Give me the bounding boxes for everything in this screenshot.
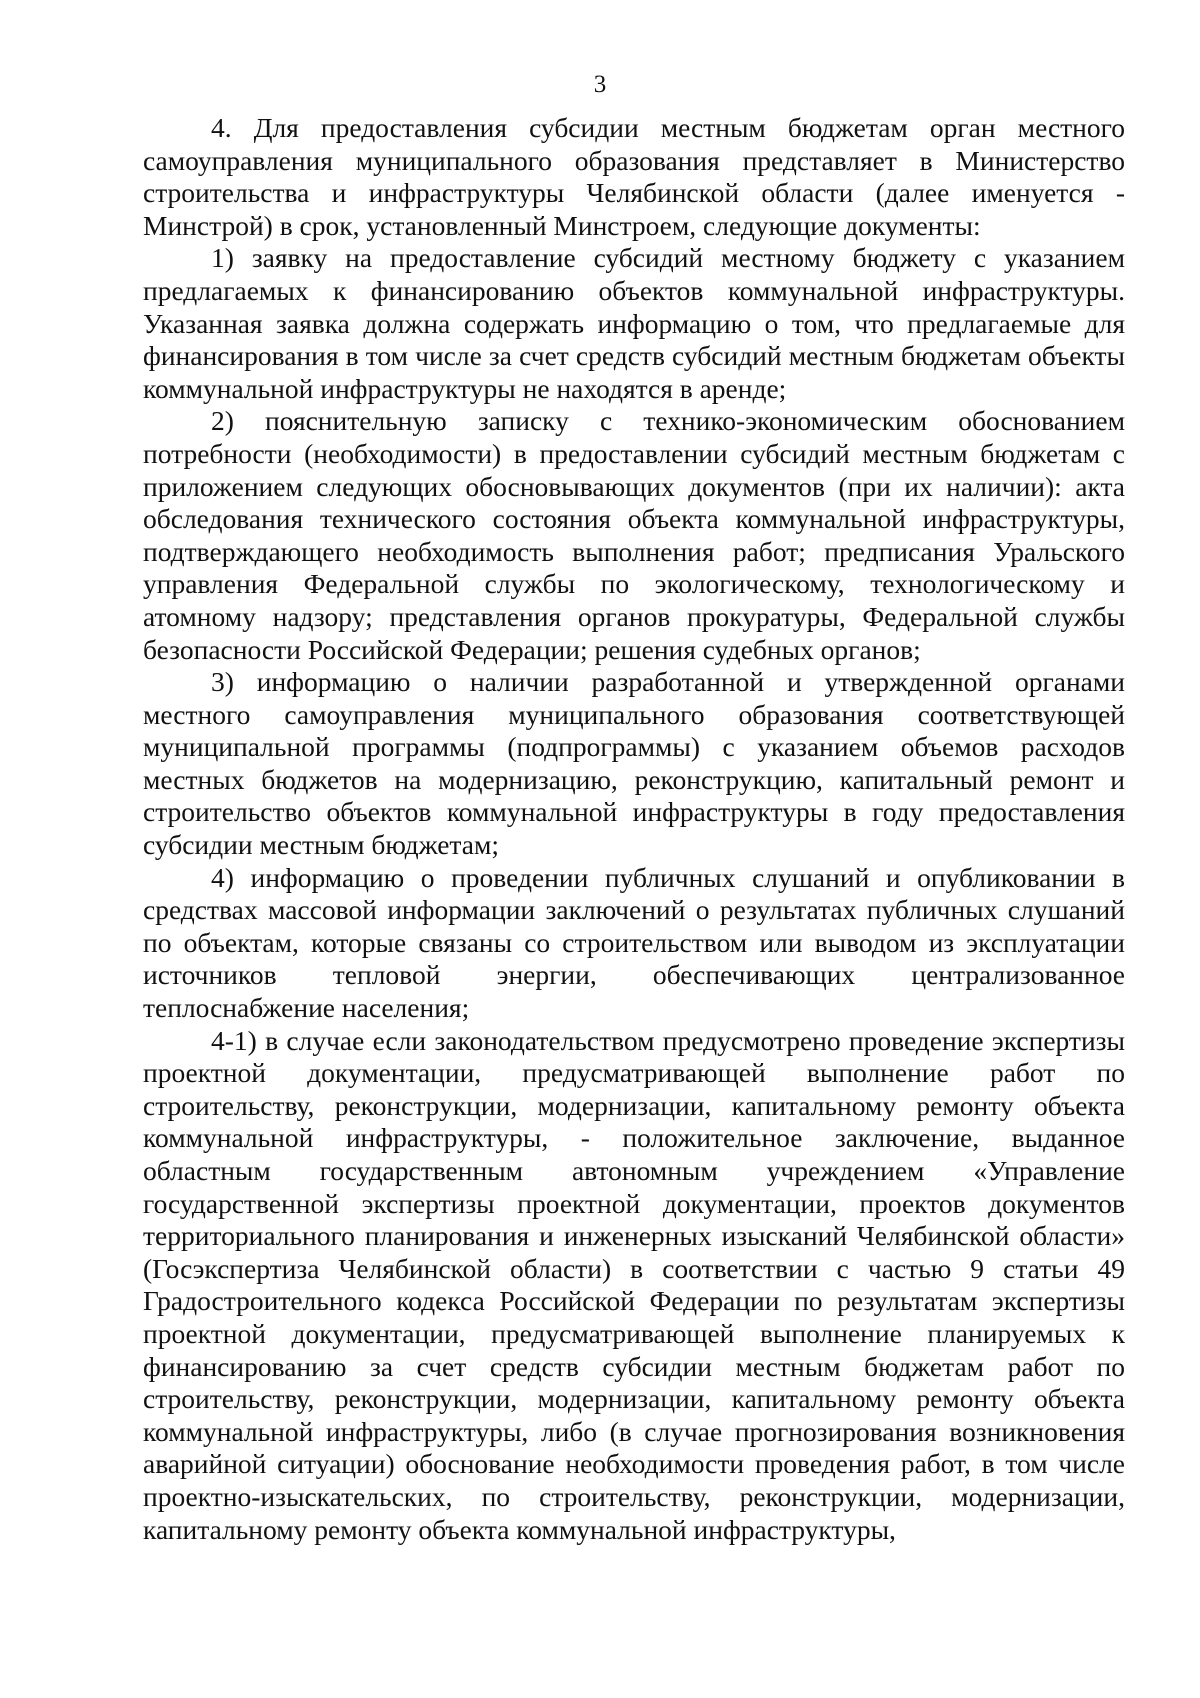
page-number: 3 — [593, 71, 607, 98]
paragraph-subitem-1: 1) заявку на предоставление субсидий местному бюджету с указанием предлагаемых к финансированию объектов коммунальной инфраструктуры. Указанная заявка должна содержать информацию о том, что предлагаемые для финансирования в том числе за счет средств субсидий местным бюджетам объекты коммунальной инфраструктуры не находятся в аренде; — [143, 242, 1125, 404]
paragraph-subitem-2: 2) пояснительную записку с технико-экономическим обоснованием потребности (необходимости) в предоставлении субсидий местным бюджетам с приложением следующих обосновывающих документов (при их наличии): акта обследования технического состояния объекта коммунальной инфраструктуры, подтверждающего необходимость выполнения работ; предписания Уральского управления Федеральной службы по экологическому, технологическому и атомному надзору; представления органов прокуратуры, Федеральной службы безопасности Российской Федерации; решения судебных органов; — [143, 405, 1125, 665]
paragraph-subitem-3: 3) информацию о наличии разработанной и утвержденной органами местного самоуправления муниципального образования соответствующей муниципальной программы (подпрограммы) с указанием объемов расходов местных бюджетов на модернизацию, реконструкцию, капитальный ремонт и строительство объектов коммунальной инфраструктуры в году предоставления субсидии местным бюджетам; — [143, 666, 1125, 861]
paragraph-item-4: 4. Для предоставления субсидии местным бюджетам орган местного самоуправления муниципального образования представляет в Министерство строительства и инфраструктуры Челябинской области (далее именуется - Минстрой) в срок, установленный Минстроем, следующие документы: — [143, 112, 1125, 241]
document-body — [143, 112, 1125, 1546]
paragraph-subitem-4-1: 4-1) в случае если законодательством предусмотрено проведение экспертизы проектной документации, предусматривающей выполнение работ по строительству, реконструкции, модернизации, капитальному ремонту объекта коммунальной инфраструктуры, - положительное заключение, выданное областным государственным автономным учреждением «Управление государственной экспертизы проектной документации, проектов документов территориального планирования и инженерных изысканий Челябинской области» (Госэкспертиза Челябинской области) в соответствии с частью 9 статьи 49 Градостроительного кодекса Российской Федерации по результатам экспертизы проектной документации, предусматривающей выполнение планируемых к финансированию за счет средств субсидии местным бюджетам работ по строительству, реконструкции, модернизации, капитальному ремонту объекта коммунальной инфраструктуры, либо (в случае прогнозирования возникновения аварийной ситуации) обоснование необходимости проведения работ, в том числе проектно-изыскательских, по строительству, реконструкции, модернизации, капитальному ремонту объекта коммунальной инфраструктуры, — [143, 1024, 1125, 1545]
paragraph-subitem-4: 4) информацию о проведении публичных слушаний и опубликовании в средствах массовой информации заключений о результатах публичных слушаний по объектам, которые связаны со строительством или выводом из эксплуатации источников тепловой энергии, обеспечивающих централизованное теплоснабжение населения; — [143, 861, 1125, 1024]
